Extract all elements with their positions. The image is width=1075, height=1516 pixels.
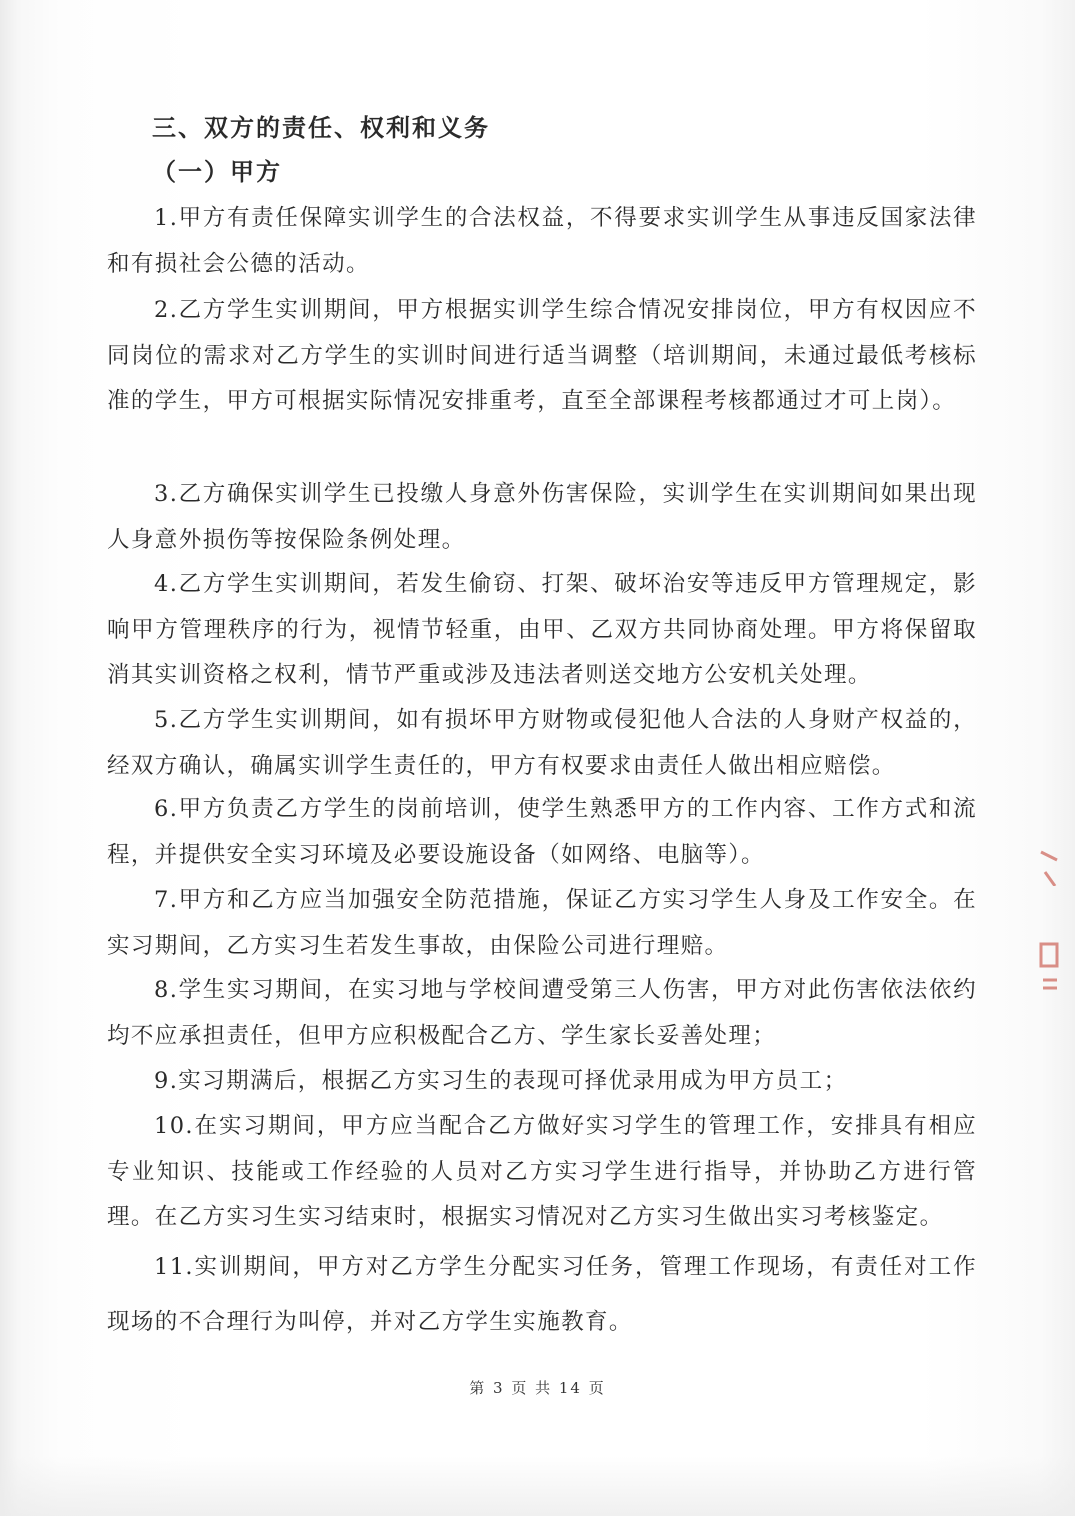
- clause-6: 6.甲方负责乙方学生的岗前培训，使学生熟悉甲方的工作内容、工作方式和流程，并提供安全实习环境及必要设施设备（如网络、电脑等）。: [107, 796, 977, 868]
- page-bottom-shadow: [0, 1456, 1075, 1516]
- clause-5: 5.乙方学生实训期间，如有损坏甲方财物或侵犯他人合法的人身财产权益的，经双方确认，确属实训学生责任的，甲方有权要求由责任人做出相应赔偿。: [107, 707, 977, 779]
- clause-7: 7.甲方和乙方应当加强安全防范措施，保证乙方实习学生人身及工作安全。在实习期间，乙方实习生若发生事故，由保险公司进行理赔。: [107, 887, 977, 959]
- clause-8: 8.学生实习期间，在实习地与学校间遭受第三人伤害，甲方对此伤害依法依约均不应承担责任，但甲方应积极配合乙方、学生家长妥善处理；: [107, 977, 977, 1049]
- subsection-title: （一）甲方: [152, 157, 282, 186]
- clause-3: 3.乙方确保实训学生已投缴人身意外伤害保险，实训学生在实训期间如果出现人身意外损伤等按保险条例处理。: [107, 481, 977, 553]
- seal-stamp-fragment-2: [1037, 940, 1063, 996]
- clause-4: 4.乙方学生实训期间，若发生偷窃、打架、破坏治安等违反甲方管理规定，影响甲方管理秩序的行为，视情节轻重，由甲、乙双方共同协商处理。甲方将保留取消其实训资格之权利，情节严重或涉及违法者则送交地方公安机关处理。: [107, 571, 977, 688]
- clause-10: 10.在实习期间，甲方应当配合乙方做好实习学生的管理工作，安排具有相应专业知识、技能或工作经验的人员对乙方实习学生进行指导，并协助乙方进行管理。在乙方实习生实习结束时，根据实习情况对乙方实习生做出实习考核鉴定。: [107, 1113, 977, 1230]
- clause-11: 11.实训期间，甲方对乙方学生分配实习任务，管理工作现场，有责任对工作现场的不合理行为叫停，并对乙方学生实施教育。: [107, 1254, 977, 1335]
- page-number-footer: 第 3 页 共 14 页: [469, 1379, 606, 1397]
- clause-1: 1.甲方有责任保障实训学生的合法权益，不得要求实训学生从事违反国家法律和有损社会公德的活动。: [107, 205, 977, 277]
- seal-stamp-fragment: [1037, 846, 1063, 886]
- clause-9: 9.实习期满后，根据乙方实习生的表现可择优录用成为甲方员工；: [154, 1068, 848, 1094]
- clause-2: 2.乙方学生实训期间，甲方根据实训学生综合情况安排岗位，甲方有权因应不同岗位的需求对乙方学生的实训时间进行适当调整（培训期间，未通过最低考核标准的学生，甲方可根据实际情况安排重考，直至全部课程考核都通过才可上岗）。: [107, 297, 977, 414]
- section-title: 三、双方的责任、权利和义务: [152, 113, 490, 142]
